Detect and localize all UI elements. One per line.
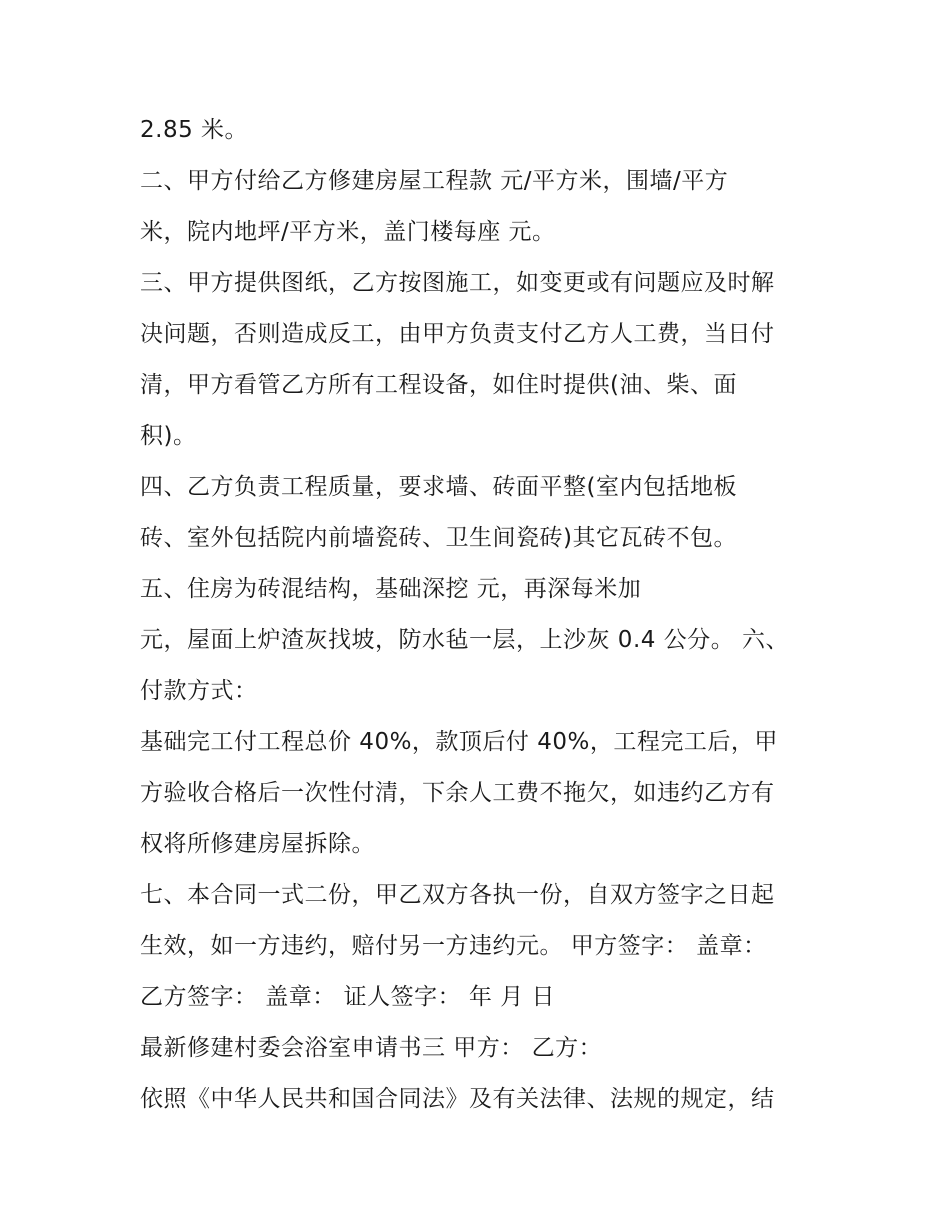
text-line: 依照《中华人民共和国合同法》及有关法律、法规的规定，结 [140, 1086, 775, 1112]
text-line: 元，屋面上炉渣灰找坡，防水毡一层，上沙灰 0.4 公分。 六、 [140, 627, 790, 653]
text-line: 权将所修建房屋拆除。 [140, 831, 375, 857]
text-line: 方验收合格后一次性付清，下余人工费不拖欠，如违约乙方有 [140, 780, 775, 806]
text-line: 2.85 米。 [140, 117, 249, 143]
text-line: 七、本合同一式二份，甲乙双方各执一份，自双方签字之日起 [140, 882, 775, 908]
text-line: 米，院内地坪/平方米，盖门楼每座 元。 [140, 219, 556, 245]
text-line: 三、甲方提供图纸，乙方按图施工，如变更或有问题应及时解 [140, 270, 775, 296]
text-line: 积)。 [140, 423, 197, 449]
text-line: 付款方式： [140, 678, 258, 704]
text-line: 砖、室外包括院内前墙瓷砖、卫生间瓷砖)其它瓦砖不包。 [140, 525, 737, 551]
text-line: 乙方签字： 盖章： 证人签字： 年 月 日 [140, 984, 556, 1010]
text-line: 二、甲方付给乙方修建房屋工程款 元/平方米，围墙/平方 [140, 168, 729, 194]
text-line: 四、乙方负责工程质量，要求墙、砖面平整(室内包括地板 [140, 474, 737, 500]
text-line: 最新修建村委会浴室申请书三 甲方： 乙方： [140, 1035, 603, 1061]
text-line: 决问题，否则造成反工，由甲方负责支付乙方人工费，当日付 [140, 321, 775, 347]
text-line: 五、住房为砖混结构，基础深挖 元，再深每米加 [140, 576, 642, 602]
text-line: 清，甲方看管乙方所有工程设备，如住时提供(油、柴、面 [140, 372, 737, 398]
text-line: 生效，如一方违约，赔付另一方违约元。 甲方签字： 盖章： [140, 933, 767, 959]
text-line: 基础完工付工程总价 40%，款顶后付 40%，工程完工后，甲 [140, 729, 778, 755]
